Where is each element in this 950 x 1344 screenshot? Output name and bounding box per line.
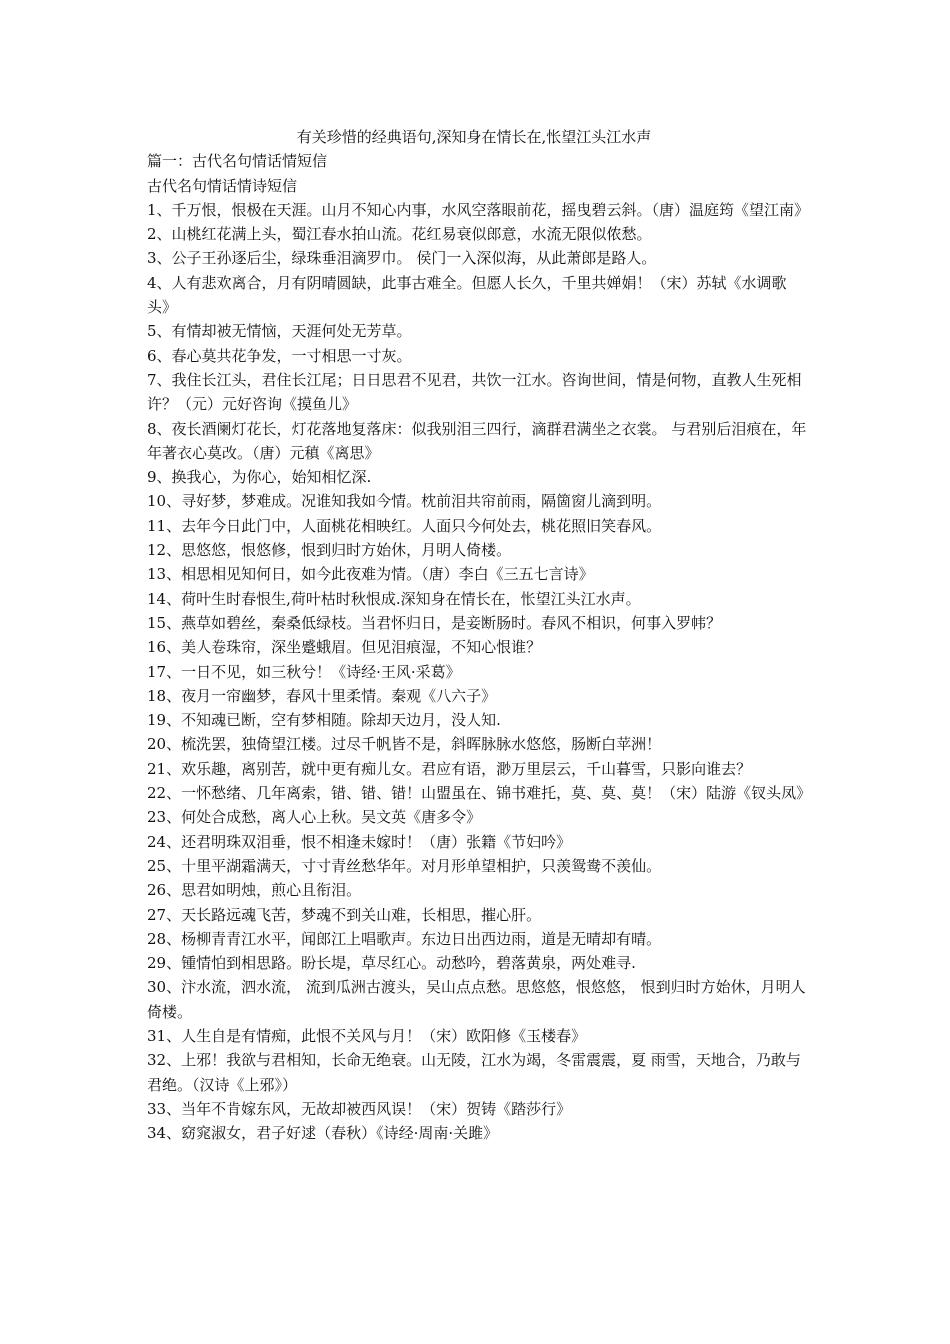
section-heading: 篇一：古代名句情话情短信 (147, 152, 328, 171)
quote-item: 1、千万恨，恨极在天涯。山月不知心内事，水风空落眼前花，摇曳碧云斜。（唐）温庭筠《望江南》 (147, 200, 810, 219)
quote-item: 4、人有悲欢离合，月有阴晴圆缺，此事古难全。但愿人长久，千里共婵娟！（宋）苏轼《水调歌头》 (147, 273, 787, 317)
quote-item: 22、一怀愁绪、几年离索，错、错、错！山盟虽在、锦书难托，莫、莫、莫！（宋）陆游《钗头凤》 (147, 784, 812, 803)
quote-item: 3、公子王孙逐后尘，绿珠垂泪滴罗巾。 侯门一入深似海，从此萧郎是路人。 (147, 249, 657, 268)
quote-item: 20、梳洗罢，独倚望江楼。过尽千帆皆不是，斜晖脉脉水悠悠，肠断白苹洲！ (147, 735, 662, 754)
quote-item: 28、杨柳青青江水平，闻郎江上唱歌声。东边日出西边雨，道是无晴却有晴。 (147, 929, 662, 948)
quote-item: 27、天长路远魂飞苦，梦魂不到关山难，长相思，摧心肝。 (147, 905, 542, 924)
quote-list (146, 198, 812, 1146)
document-body (146, 125, 812, 1145)
quote-item: 31、人生自是有情痴，此恨不关风与月！（宋）欧阳修《玉楼春》 (147, 1026, 587, 1045)
quote-item: 34、窈窕淑女，君子好逑（春秋）《诗经·周南·关雎》 (147, 1124, 499, 1143)
document-title: 有关珍惜的经典语句,深知身在情长在,怅望江头江水声 (296, 128, 652, 146)
subsection-heading: 古代名句情话情诗短信 (147, 176, 298, 195)
quote-item: 16、美人卷珠帘，深坐蹙蛾眉。但见泪痕湿，不知心恨谁？ (147, 638, 542, 657)
quote-item: 29、锺情怕到相思路。盼长堤，草尽红心。动愁吟，碧落黄泉，两处难寻. (147, 954, 636, 973)
quote-item: 13、相思相见知何日，如今此夜难为情。（唐）李白《三五七言诗》 (147, 565, 594, 584)
quote-item: 10、寻好梦，梦难成。况谁知我如今情。枕前泪共帘前雨，隔箇窗儿滴到明。 (147, 492, 662, 511)
quote-item: 25、十里平湖霜满天，寸寸青丝愁华年。对月形单望相护，只羡鸳鸯不羡仙。 (147, 856, 662, 875)
quote-item: 21、欢乐趣，离别苦，就中更有痴儿女。君应有语，渺万里层云，千山暮雪，只影向谁去？ (147, 759, 752, 778)
quote-item: 17、一日不见，如三秋兮！《诗经·王风·采葛》 (147, 662, 461, 681)
quote-item: 23、何处合成愁，离人心上秋。吴文英《唐多令》 (147, 808, 482, 827)
quote-item: 6、春心莫共花争发，一寸相思一寸灰。 (147, 346, 412, 365)
quote-item: 14、荷叶生时春恨生,荷叶枯时秋恨成.深知身在情长在，怅望江头江水声。 (147, 589, 641, 608)
quote-item: 11、去年今日此门中，人面桃花相映红。人面只今何处去，桃花照旧笑春风。 (147, 516, 662, 535)
quote-item: 26、思君如明烛，煎心且衔泪。 (147, 881, 362, 900)
quote-item: 19、不知魂已断，空有梦相随。除却天边月，没人知. (147, 711, 501, 730)
quote-item: 2、山桃红花满上头，蜀江春水拍山流。花红易衰似郎意，水流无限似侬愁。 (147, 225, 652, 244)
quote-item: 33、当年不肯嫁东风，无故却被西风误！（宋）贺铸《踏莎行》 (147, 1099, 572, 1118)
quote-item: 5、有情却被无情恼，天涯何处无芳草。 (147, 322, 412, 341)
quote-item: 8、夜长酒阑灯花长，灯花落地复落床：似我别泪三四行，滴群君满坐之衣裳。 与君别后泪痕在，年年著衣心莫改。（唐）元稹《离思》 (147, 419, 807, 462)
quote-item: 9、换我心，为你心，始知相忆深. (147, 468, 372, 487)
quote-item: 24、还君明珠双泪垂，恨不相逢未嫁时！（唐）张籍《节妇吟》 (147, 832, 572, 851)
quote-item: 7、我住长江头，君住长江尾；日日思君不见君，共饮一江水。咨询世间，情是何物，直教人生死相许？（元）元好咨询《摸鱼儿》 (147, 370, 802, 414)
quote-item: 18、夜月一帘幽梦，春风十里柔情。秦观《八六子》 (147, 686, 497, 705)
quote-item: 30、汴水流，泗水流， 流到瓜洲古渡头，吴山点点愁。思悠悠，恨悠悠， 恨到归时方始休，月明人倚楼。 (147, 978, 806, 1021)
quote-item: 15、燕草如碧丝，秦桑低绿枝。当君怀归日，是妾断肠时。春风不相识，何事入罗帏？ (147, 613, 722, 632)
quote-item: 32、上邪！我欲与君相知，长命无绝衰。山无陵，江水为竭，冬雷震震，夏 雨雪，天地合，乃敢与君绝。（汉诗《上邪》） (147, 1051, 801, 1094)
quote-item: 12、思悠悠，恨悠修，恨到归时方始休，月明人倚楼。 (147, 541, 512, 560)
